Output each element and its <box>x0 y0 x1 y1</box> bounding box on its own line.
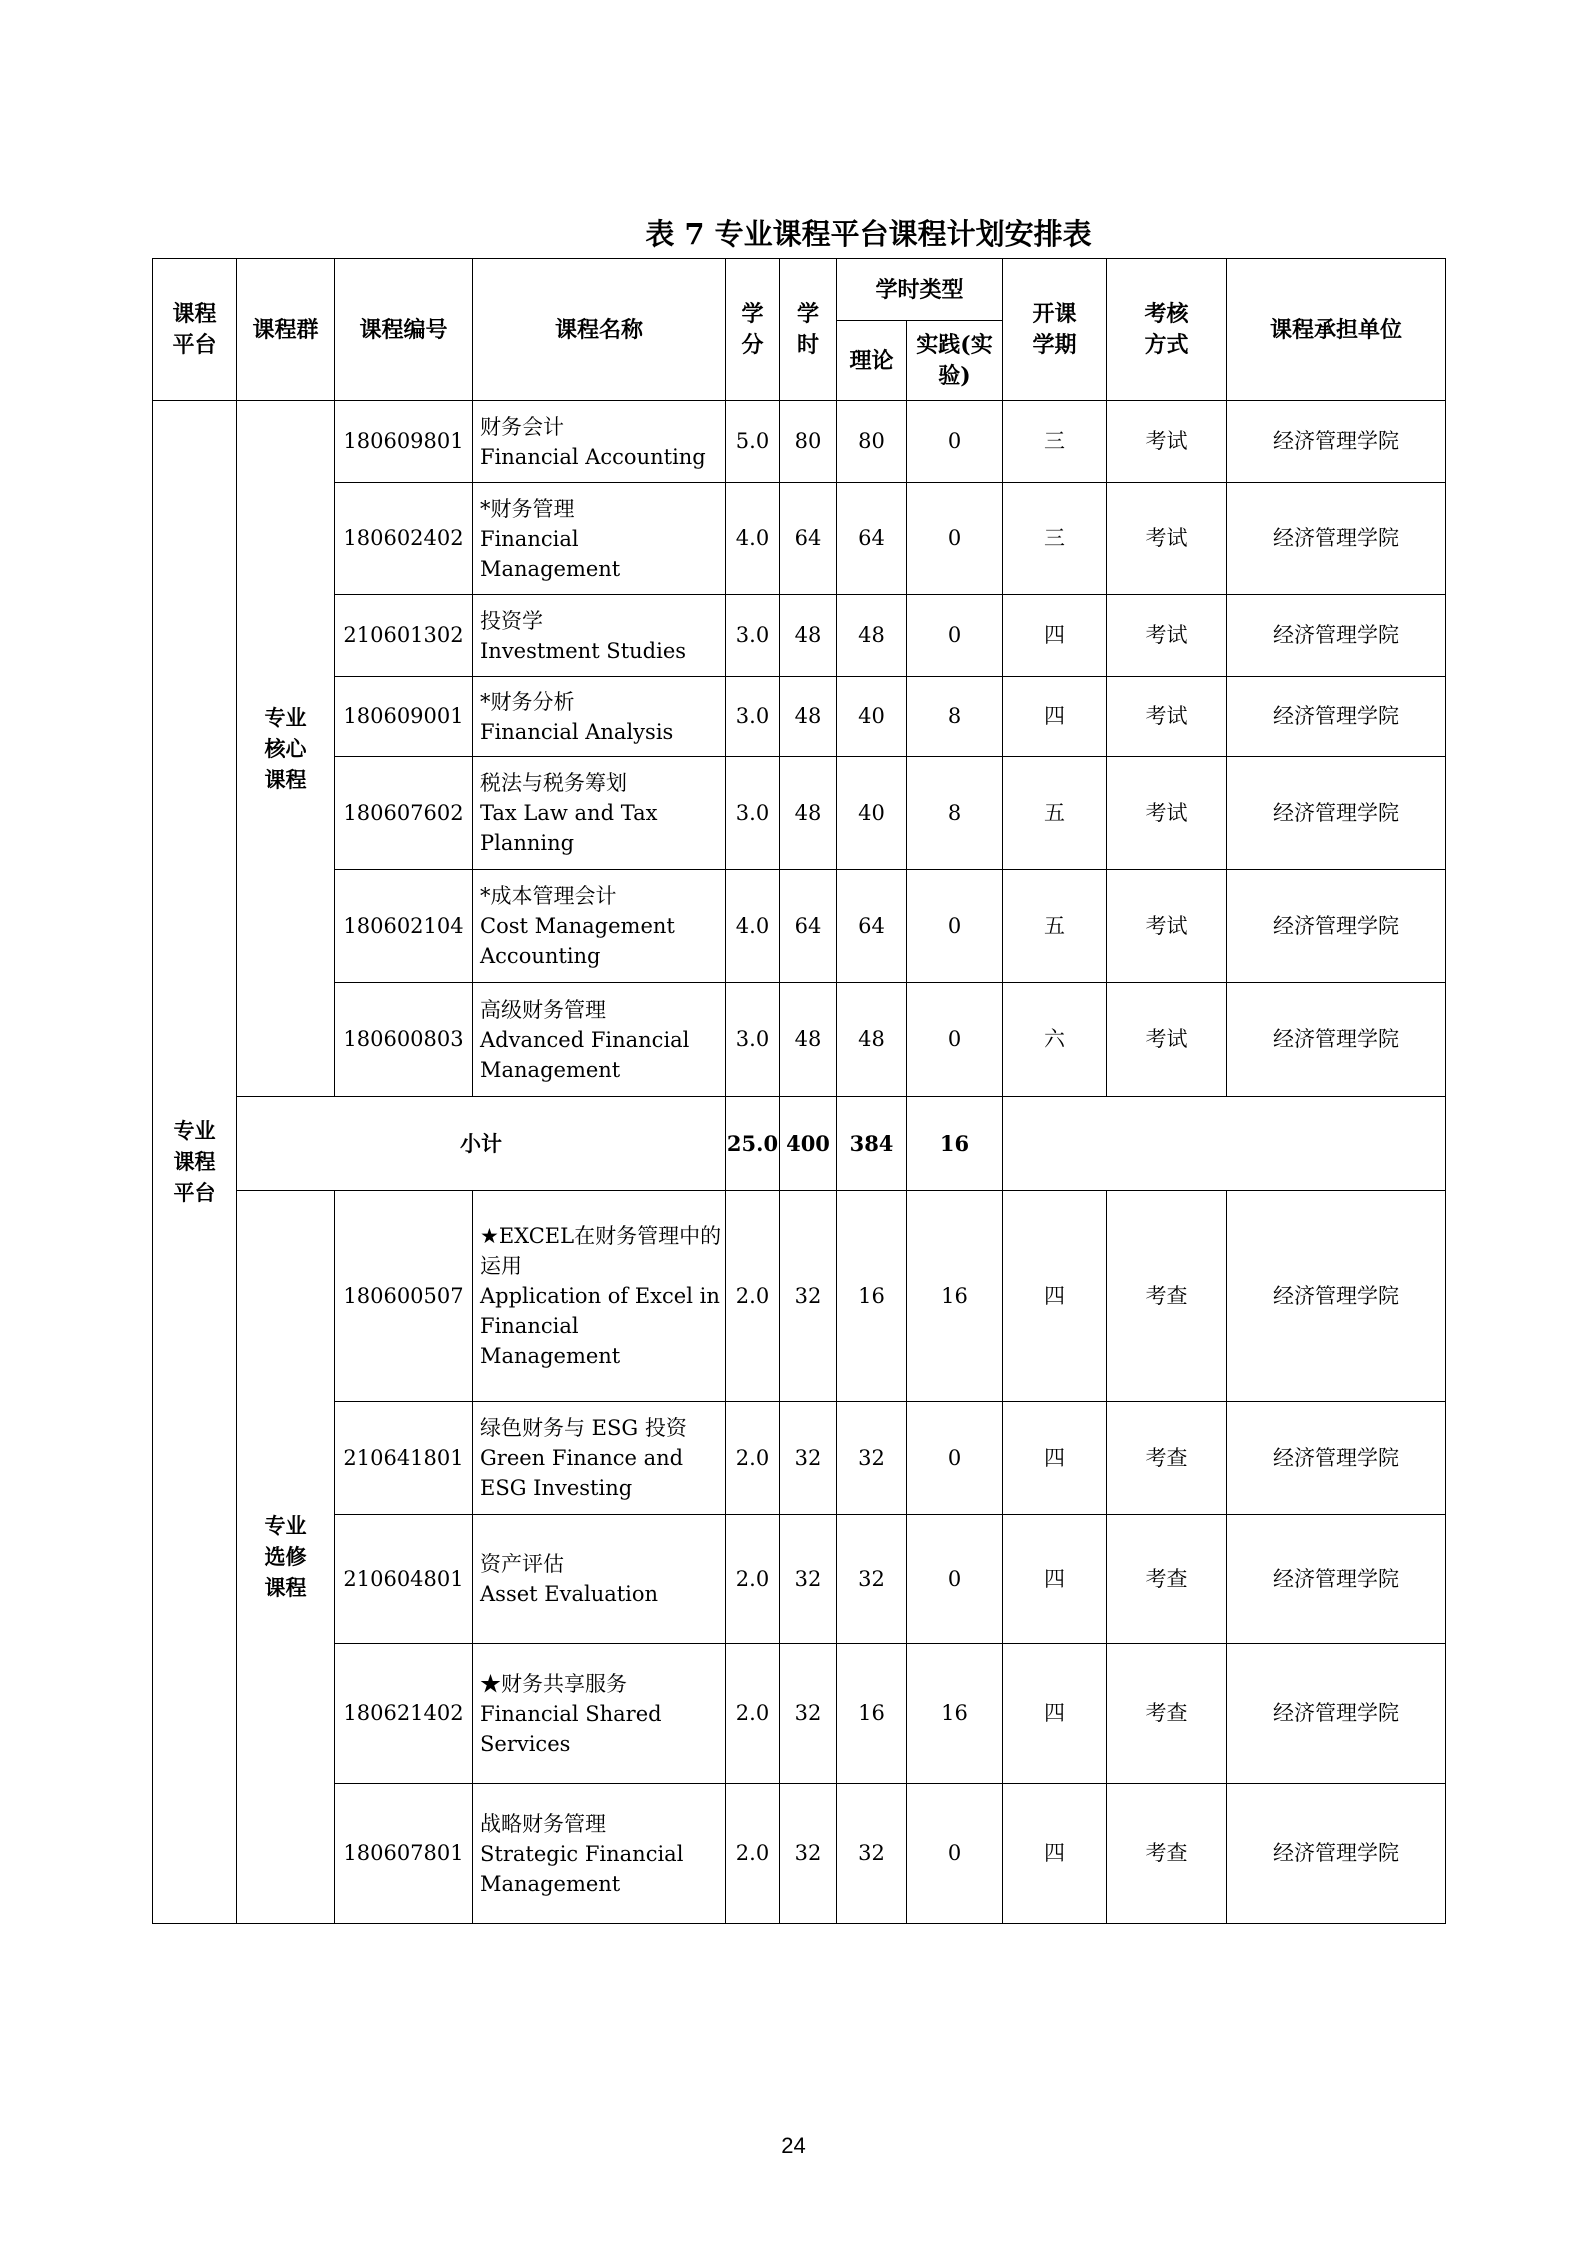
header-platform: 课程平台 <box>153 259 237 401</box>
course-assessment: 考试 <box>1107 401 1227 483</box>
course-assessment: 考试 <box>1107 870 1227 983</box>
course-name-zh: ★财务共享服务 <box>480 1671 627 1696</box>
course-credit: 3.0 <box>726 595 780 677</box>
course-semester: 三 <box>1003 401 1107 483</box>
course-name <box>473 757 726 870</box>
course-name-en: Strategic Financial Management <box>480 1841 684 1896</box>
course-credit: 3.0 <box>726 983 780 1097</box>
course-name <box>473 870 726 983</box>
course-name-en: Advanced Financial Management <box>480 1027 690 1082</box>
course-credit: 4.0 <box>726 870 780 983</box>
course-unit: 经济管理学院 <box>1227 870 1446 983</box>
course-code: 180602104 <box>335 870 473 983</box>
course-name-en: Asset Evaluation <box>480 1582 659 1606</box>
table-row <box>153 677 1446 757</box>
course-name-zh: 高级财务管理 <box>480 997 606 1022</box>
table-row <box>153 1644 1446 1784</box>
course-assessment: 考查 <box>1107 1402 1227 1515</box>
header-unit: 课程承担单位 <box>1227 259 1446 401</box>
course-unit: 经济管理学院 <box>1227 757 1446 870</box>
course-credit: 3.0 <box>726 677 780 757</box>
subtotal-theory: 384 <box>837 1097 907 1191</box>
header-hours-type: 学时类型 <box>837 259 1003 321</box>
course-semester: 四 <box>1003 677 1107 757</box>
course-unit: 经济管理学院 <box>1227 1191 1446 1402</box>
course-assessment: 考试 <box>1107 983 1227 1097</box>
table-title: 表 7 专业课程平台课程计划安排表 <box>645 217 1092 251</box>
course-code: 180607801 <box>335 1784 473 1924</box>
table-row <box>153 595 1446 677</box>
course-name-zh: *成本管理会计 <box>480 884 617 908</box>
course-name <box>473 677 726 757</box>
course-theory: 48 <box>837 983 907 1097</box>
course-code: 180609001 <box>335 677 473 757</box>
table-row <box>153 870 1446 983</box>
course-semester: 三 <box>1003 483 1107 595</box>
course-semester: 五 <box>1003 757 1107 870</box>
course-name-en: Tax Law and Tax Planning <box>480 801 658 855</box>
course-credit: 4.0 <box>726 483 780 595</box>
course-name <box>473 1784 726 1924</box>
platform-cell <box>153 401 237 1924</box>
course-semester: 四 <box>1003 1191 1107 1402</box>
group-core <box>237 401 335 1097</box>
course-practice: 8 <box>907 677 1003 757</box>
table-row <box>153 983 1446 1097</box>
course-unit: 经济管理学院 <box>1227 1784 1446 1924</box>
course-practice: 0 <box>907 983 1003 1097</box>
course-code: 180600803 <box>335 983 473 1097</box>
course-theory: 40 <box>837 677 907 757</box>
course-hours: 80 <box>780 401 837 483</box>
course-name-en: Financial Management <box>480 526 621 581</box>
course-code: 210601302 <box>335 595 473 677</box>
table-row <box>153 1402 1446 1515</box>
course-assessment: 考试 <box>1107 757 1227 870</box>
table-row <box>153 401 1446 483</box>
course-practice: 0 <box>907 1784 1003 1924</box>
course-name <box>473 483 726 595</box>
course-name-en: Financial Analysis <box>480 719 674 744</box>
course-practice: 16 <box>907 1644 1003 1784</box>
course-plan-table <box>152 258 1446 1924</box>
course-name-en: Investment Studies <box>480 638 687 663</box>
course-practice: 0 <box>907 1402 1003 1515</box>
course-credit: 3.0 <box>726 757 780 870</box>
course-semester: 五 <box>1003 870 1107 983</box>
course-practice: 0 <box>907 401 1003 483</box>
course-theory: 32 <box>837 1784 907 1924</box>
subtotal-label: 小计 <box>237 1097 726 1191</box>
course-semester: 四 <box>1003 1644 1107 1784</box>
course-name-zh: 资产评估 <box>480 1552 564 1576</box>
course-assessment: 考试 <box>1107 595 1227 677</box>
course-credit: 2.0 <box>726 1784 780 1924</box>
header-name: 课程名称 <box>473 259 726 401</box>
course-name-zh: 绿色财务与 ESG 投资 <box>480 1416 687 1440</box>
course-name <box>473 983 726 1097</box>
course-name <box>473 595 726 677</box>
course-name <box>473 401 726 483</box>
header-assessment: 考核方式 <box>1107 259 1227 401</box>
course-unit: 经济管理学院 <box>1227 483 1446 595</box>
course-assessment: 考查 <box>1107 1191 1227 1402</box>
subtotal-credit: 25.0 <box>726 1097 780 1191</box>
course-hours: 32 <box>780 1191 837 1402</box>
course-name-en: Green Finance and ESG Investing <box>480 1446 684 1500</box>
course-unit: 经济管理学院 <box>1227 401 1446 483</box>
course-unit: 经济管理学院 <box>1227 1644 1446 1784</box>
course-practice: 0 <box>907 483 1003 595</box>
table-row <box>153 483 1446 595</box>
course-name-zh: 税法与税务筹划 <box>480 771 627 795</box>
course-hours: 32 <box>780 1644 837 1784</box>
course-theory: 64 <box>837 870 907 983</box>
subtotal-practice: 16 <box>907 1097 1003 1191</box>
course-semester: 四 <box>1003 1784 1107 1924</box>
course-name-zh: ★EXCEL在财务管理中的运用 <box>480 1224 722 1278</box>
course-code: 180602402 <box>335 483 473 595</box>
course-name-zh: 战略财务管理 <box>480 1811 606 1836</box>
header-practice: 实践(实验) <box>907 321 1003 401</box>
course-theory: 48 <box>837 595 907 677</box>
course-unit: 经济管理学院 <box>1227 1515 1446 1644</box>
header-credit: 学分 <box>726 259 780 401</box>
group-elective <box>237 1191 335 1924</box>
course-name-zh: *财务管理 <box>480 496 575 521</box>
platform-label: 专业课程平台 <box>173 1118 216 1205</box>
course-name-zh: *财务分析 <box>480 689 575 714</box>
header-theory: 理论 <box>837 321 907 401</box>
page-number: 24 <box>781 2133 806 2158</box>
course-code: 180621402 <box>335 1644 473 1784</box>
course-name <box>473 1402 726 1515</box>
course-practice: 16 <box>907 1191 1003 1402</box>
course-hours: 48 <box>780 757 837 870</box>
header-hours: 学时 <box>780 259 837 401</box>
course-practice: 0 <box>907 870 1003 983</box>
course-hours: 32 <box>780 1515 837 1644</box>
course-assessment: 考查 <box>1107 1515 1227 1644</box>
course-unit: 经济管理学院 <box>1227 595 1446 677</box>
subtotal-hours: 400 <box>780 1097 837 1191</box>
course-credit: 2.0 <box>726 1191 780 1402</box>
course-name-zh: 投资学 <box>480 608 543 633</box>
course-name-en: Cost Management Accounting <box>480 914 675 968</box>
course-hours: 48 <box>780 983 837 1097</box>
course-name-en: Financial Accounting <box>480 444 706 469</box>
course-hours: 32 <box>780 1784 837 1924</box>
subtotal-empty <box>1003 1097 1446 1191</box>
course-code: 180600507 <box>335 1191 473 1402</box>
course-assessment: 考查 <box>1107 1784 1227 1924</box>
table-row <box>153 757 1446 870</box>
course-semester: 四 <box>1003 1515 1107 1644</box>
course-name <box>473 1644 726 1784</box>
course-theory: 16 <box>837 1191 907 1402</box>
course-unit: 经济管理学院 <box>1227 983 1446 1097</box>
course-credit: 2.0 <box>726 1402 780 1515</box>
course-assessment: 考试 <box>1107 677 1227 757</box>
course-hours: 48 <box>780 595 837 677</box>
course-code: 210604801 <box>335 1515 473 1644</box>
course-theory: 40 <box>837 757 907 870</box>
course-theory: 16 <box>837 1644 907 1784</box>
course-name-en: Application of Excel in Financial Management <box>480 1284 720 1368</box>
course-unit: 经济管理学院 <box>1227 677 1446 757</box>
course-practice: 0 <box>907 595 1003 677</box>
course-hours: 64 <box>780 870 837 983</box>
course-name <box>473 1515 726 1644</box>
course-name-zh: 财务会计 <box>480 414 564 439</box>
table-row <box>153 1784 1446 1924</box>
table-row <box>153 1515 1446 1644</box>
course-assessment: 考试 <box>1107 483 1227 595</box>
course-credit: 2.0 <box>726 1644 780 1784</box>
header-code: 课程编号 <box>335 259 473 401</box>
course-credit: 2.0 <box>726 1515 780 1644</box>
course-assessment: 考查 <box>1107 1644 1227 1784</box>
course-hours: 48 <box>780 677 837 757</box>
group-core-label: 专业核心课程 <box>264 704 307 792</box>
course-hours: 32 <box>780 1402 837 1515</box>
header-semester: 开课学期 <box>1003 259 1107 401</box>
subtotal-row <box>153 1097 1446 1191</box>
course-unit: 经济管理学院 <box>1227 1402 1446 1515</box>
course-practice: 0 <box>907 1515 1003 1644</box>
course-name-en: Financial Shared Services <box>480 1701 662 1756</box>
course-code: 180609801 <box>335 401 473 483</box>
course-code: 210641801 <box>335 1402 473 1515</box>
course-name <box>473 1191 726 1402</box>
course-theory: 80 <box>837 401 907 483</box>
group-elective-label: 专业选修课程 <box>264 1513 307 1600</box>
course-theory: 32 <box>837 1515 907 1644</box>
course-practice: 8 <box>907 757 1003 870</box>
course-theory: 32 <box>837 1402 907 1515</box>
course-theory: 64 <box>837 483 907 595</box>
course-code: 180607602 <box>335 757 473 870</box>
course-credit: 5.0 <box>726 401 780 483</box>
course-semester: 四 <box>1003 595 1107 677</box>
course-semester: 六 <box>1003 983 1107 1097</box>
course-semester: 四 <box>1003 1402 1107 1515</box>
header-group: 课程群 <box>237 259 335 401</box>
course-hours: 64 <box>780 483 837 595</box>
table-row <box>153 1191 1446 1402</box>
